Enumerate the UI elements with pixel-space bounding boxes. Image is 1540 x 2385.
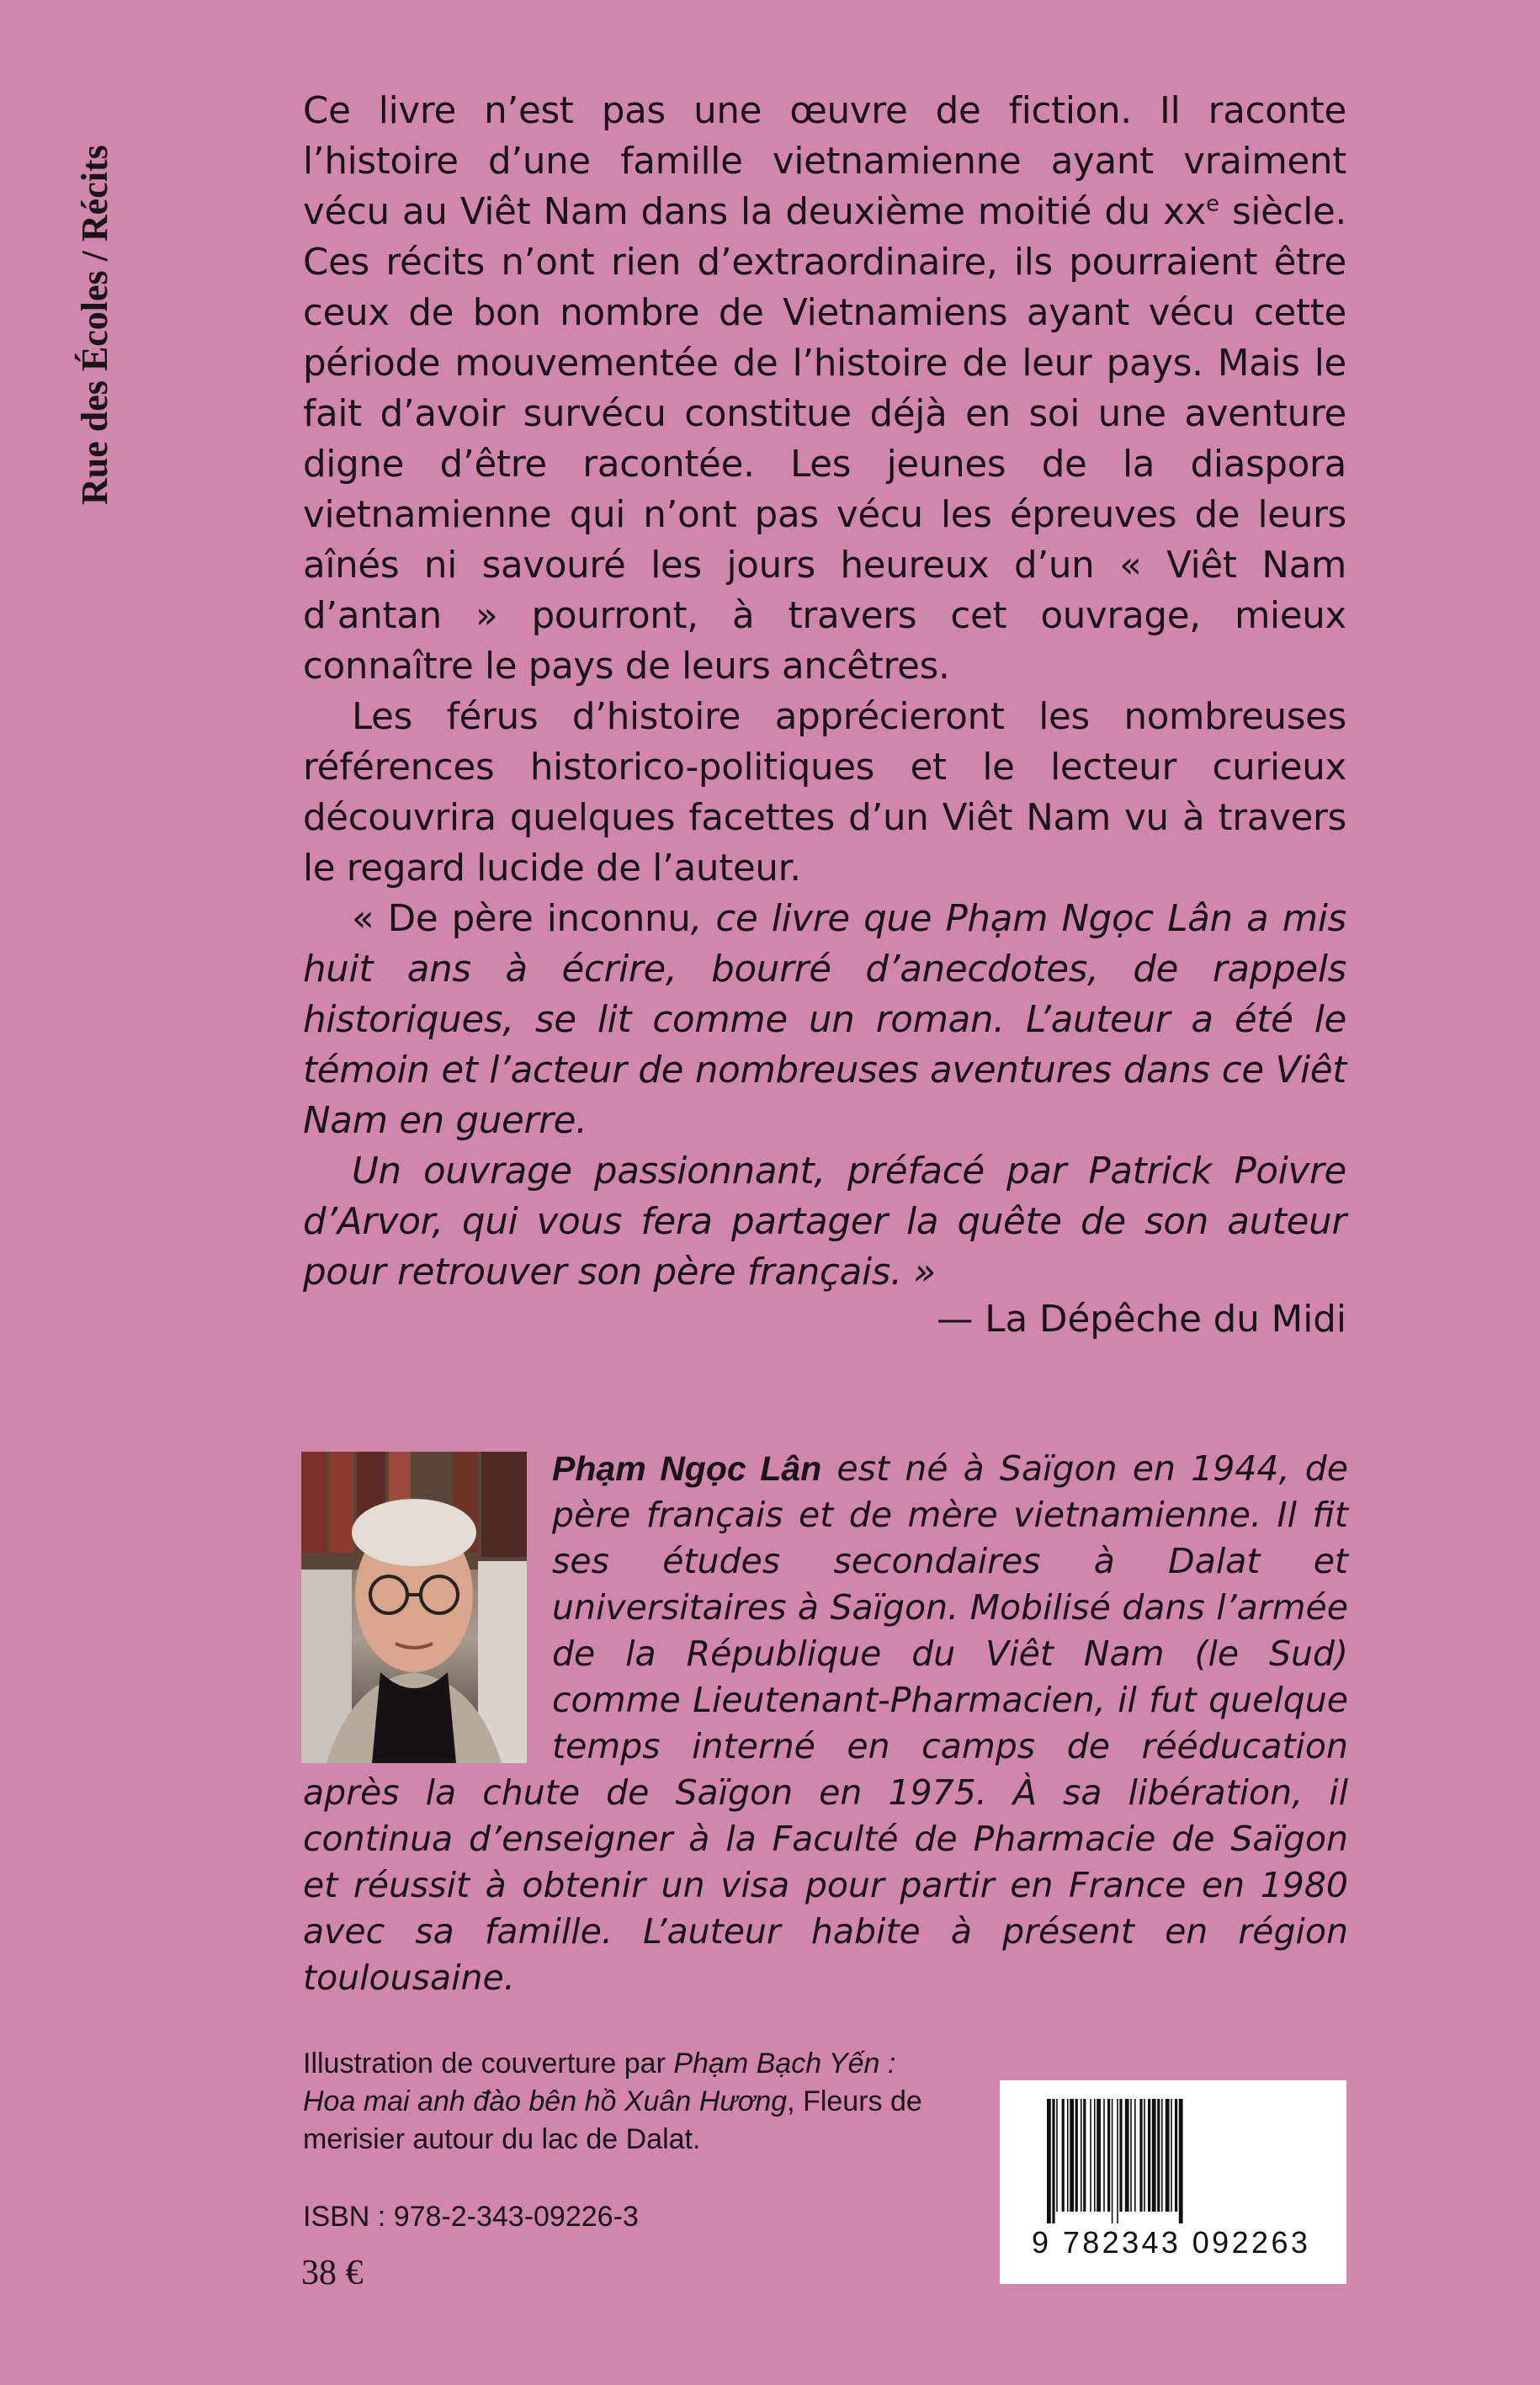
barcode-bar: [1117, 2099, 1118, 2223]
barcode-bar: [1112, 2099, 1113, 2223]
collection-name: Récits: [74, 145, 115, 242]
cover-credits: Illustration de couverture par Phạm Bạch Yến : Hoa mai anh đào bên hồ Xuân Hương, Fleurs de merisier autour du lac de Dalat.: [303, 2048, 922, 2155]
barcode-bar: [1103, 2099, 1105, 2212]
barcode-bar: [1062, 2099, 1065, 2212]
series-separator: /: [74, 251, 115, 262]
blurb-paragraph-1: Ce livre n’est pas une œuvre de fiction. Il raconte l’histoire d’une famille vietnamienne ayant vraiment vécu au Viêt Nam dans la deuxième moitié du $xx^e$ siècle. Ces récits n’ont rien d’extraordinaire, ils pourraient être ceux de bon nombre de Vietnamiens ayant vécu cette période mouvementée de l’histoire de leur pays. Mais le fait d’avoir survécu constitue déjà en soi une aventure digne d’être racontée. Les jeunes de la diaspora vietnamienne qui n’ont pas vécu les épreuves de leurs aînés ni savouré les jours heureux d’un « Viêt Nam d’antan » pourront, à travers cet ouvrage, mieux connaître le pays de leurs ancêtres.: [303, 90, 1346, 688]
barcode-bar: [1119, 2099, 1122, 2212]
barcode-bar: [1067, 2099, 1069, 2212]
press-quote: [303, 894, 1346, 1298]
barcode-bar: [1166, 2099, 1170, 2212]
barcode-bar: [1130, 2099, 1132, 2212]
series-name: Rue des Écoles: [74, 270, 115, 505]
barcode-bar: [1107, 2099, 1110, 2212]
barcode-bar: [1075, 2099, 1078, 2212]
price: 38 €: [301, 2254, 364, 2292]
barcode: [1000, 2080, 1346, 2284]
author-bio-text: est né à Saïgon en 1944, de père français et de mère vietnamienne. Il fit ses études secondaires à Dalat et universitaires à Saïgon. Mobilisé dans l’armée de la République du Viêt Nam (le Sud) comme Lieutenant-Pharmacien, il fut quelque temps interné en camps de rééducation après la chute de Saïgon en 1975. À sa libération, il continua d’enseigner à la Faculté de Pharmacie de Saïgon et réussit à obtenir un visa pour partir en France en 1980 avec sa famille. L’auteur habite à présent en région toulousaine.: [303, 1448, 1348, 1998]
barcode-bar: [1052, 2099, 1054, 2223]
barcode-digits: 9 782343 092263: [1032, 2225, 1311, 2260]
barcode-bar: [1047, 2099, 1051, 2223]
quote-paragraph-2: Un ouvrage passionnant, préfacé par Patrick Poivre d’Arvor, qui vous fera partager la quête de son auteur pour retrouver son père français. »: [303, 1150, 1346, 1293]
quote-attribution: — La Dépêche du Midi: [936, 1299, 1346, 1341]
blurb-paragraph-2: Les férus d’histoire apprécieront les nombreuses références historico-politiques et le lecteur curieux découvrira quelques facettes d’un Viêt Nam vu à travers le regard lucide de l’auteur.: [303, 696, 1346, 890]
barcode-bar: [1125, 2099, 1129, 2212]
barcode-bar: [1134, 2099, 1136, 2212]
barcode-bar: [1152, 2099, 1156, 2212]
barcode-bar: [1148, 2099, 1150, 2212]
barcode-bar: [1083, 2099, 1086, 2212]
barcode-bars: [1047, 2099, 1299, 2223]
barcode-bar: [1171, 2099, 1172, 2212]
barcode-bar: [1081, 2099, 1082, 2212]
barcode-bar: [1139, 2099, 1142, 2212]
barcode-bar: [1157, 2099, 1160, 2212]
barcode-bar: [1179, 2099, 1183, 2223]
isbn: ISBN : 978-2-343-09226-3: [303, 2201, 639, 2233]
blurb: [303, 86, 1346, 894]
barcode-bar: [1144, 2099, 1145, 2212]
author-name: Phạm Ngọc Lân: [552, 1449, 822, 1488]
barcode-bar: [1070, 2099, 1074, 2212]
barcode-bar: [1090, 2099, 1091, 2212]
barcode-bar: [1161, 2099, 1163, 2212]
barcode-bar: [1097, 2099, 1101, 2212]
barcode-bar: [1175, 2099, 1177, 2212]
quote-paragraph-1: « De père inconnu, ce livre que Phạm Ngọc Lân a mis huit ans à écrire, bourré d’anecdotes, de rappels historiques, se lit comme un roman. L’auteur a été le témoin et l’acteur de nombreuses aventures dans ce Viêt Nam en guerre.: [303, 898, 1346, 1142]
spine-series-label: [57, 84, 133, 505]
barcode-bar: [1056, 2099, 1058, 2212]
barcode-bar: [1094, 2099, 1096, 2212]
author-bio: [303, 1446, 1348, 2001]
